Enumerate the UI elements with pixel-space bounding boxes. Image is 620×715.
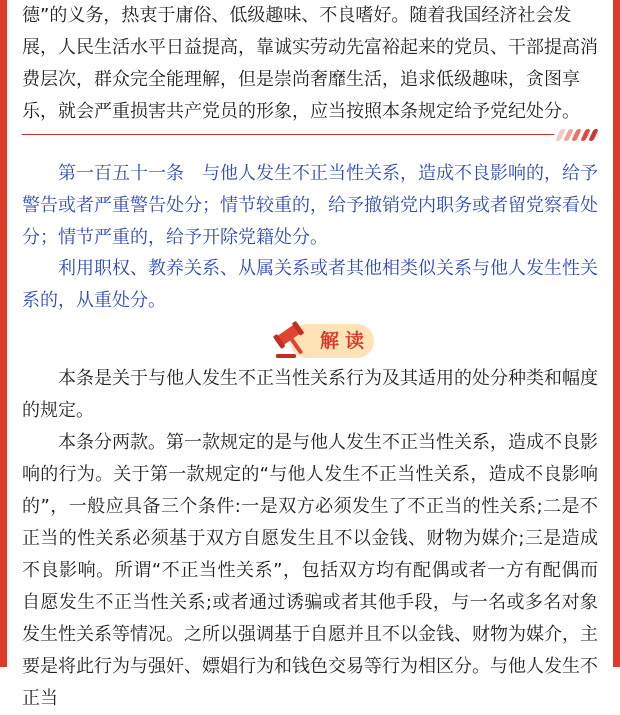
section-divider bbox=[22, 134, 554, 135]
article-paragraph-2: 利用职权、教养关系、从属关系或者其他相类似关系与他人发生性关系的，从重处分。 bbox=[22, 258, 598, 311]
badge-label: 解读 bbox=[319, 330, 370, 352]
interpretation-badge bbox=[272, 320, 378, 364]
interpretation-paragraph-2: 本条分两款。第一款规定的是与他人发生不正当性关系，造成不良影响的行为。关于第一款规定的“与他人发生不正当性关系，造成不良影响的”，一般应具备三个条件:一是双方必须发生了不正当的性关系;二是不正当的性关系必须基于双方自愿发生且不以金钱、财物为媒介;三是造成不良影响。所谓“不正当性关系”，包括双方均有配偶或者一方有配偶而自愿发生不正当性关系;或者通过诱骗或者其他手段，与一名或多名对象发生性关系等情况。之所以强调基于自愿并且不以金钱、财物为媒介，主要是将此行为与强奸、嫖娼行为和钱色交易等行为相区分。与他人发生不正当 bbox=[22, 432, 598, 709]
intro-line: 展，人民生活水平日益提高，靠诚实劳动先富裕起来的党员、干部提高消 bbox=[22, 37, 598, 58]
stripe-ornament bbox=[558, 129, 596, 141]
intro-line: 德”的义务，热衷于庸俗、低级趣味、不良嗜好。随着我国经济社会发 bbox=[22, 5, 572, 26]
interpretation-paragraph: 本条是关于与他人发生不正当性关系行为及其适用的处分种类和幅度的规定。 bbox=[22, 368, 598, 421]
article-paragraph: 第一百五十一条 与他人发生不正当性关系，造成不良影响的，给予警告或者严重警告处分；情节较重的，给予撤销党内职务或者留党察看处分；情节严重的，给予开除党籍处分。 bbox=[22, 163, 598, 248]
intro-line: 乐，就会严重损害共产党员的形象，应当按照本条规定给予党纪处分。 bbox=[22, 101, 580, 122]
intro-line: 费层次，群众完全能理解，但是崇尚奢靡生活，追求低级趣味，贪图享 bbox=[22, 69, 580, 90]
intro-paragraph bbox=[22, 0, 598, 128]
